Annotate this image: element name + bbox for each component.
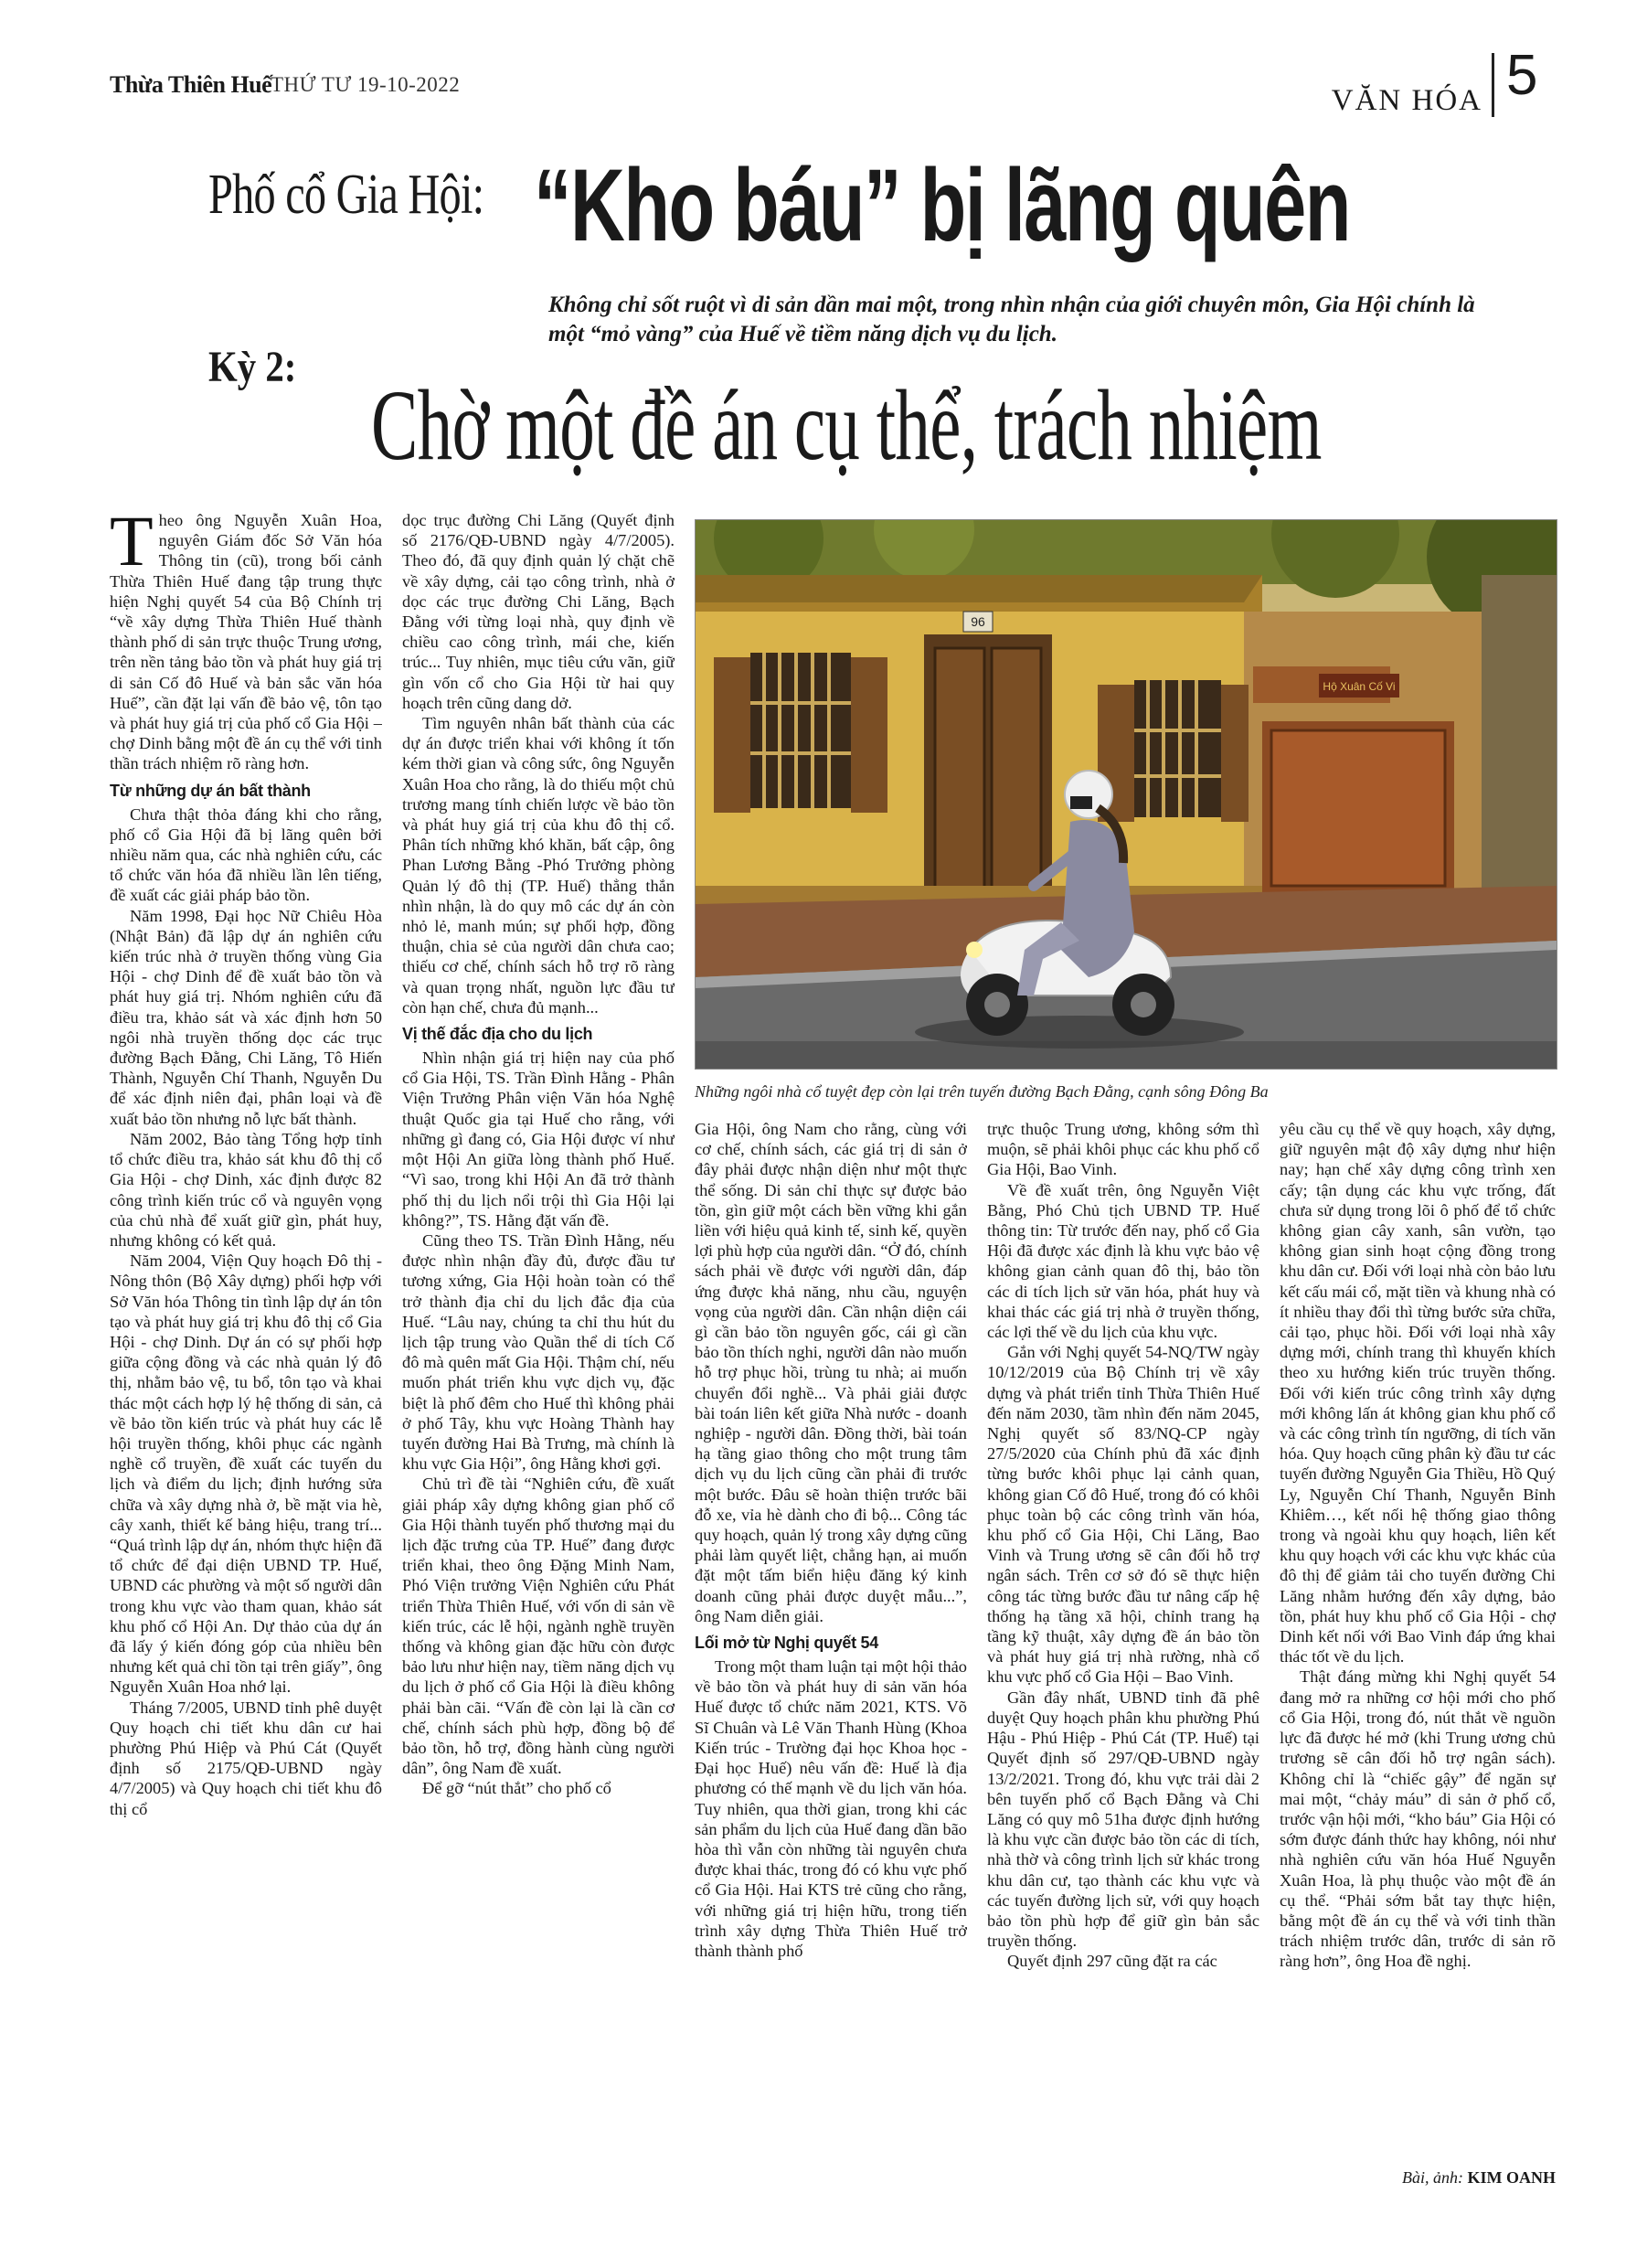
house-number: 96 <box>971 614 985 629</box>
section-name: VĂN HÓA <box>1331 84 1482 117</box>
paragraph: Năm 1998, Đại học Nữ Chiêu Hòa (Nhật Bản) đã lập dự án nghiên cứu kiến trúc nhà ở truyền thống vùng Gia Hội - chợ Dinh để đề xuất bảo tồn và phát huy giá trị. Nhóm nghiên cứu đã điều tra, khảo sát và xác định hơn 50 ngôi nhà truyền thống dọc các trục đường Bạch Đằng, Chi Lăng, Tô Hiến Thành, Nguyễn Chí Thanh, Nguyễn Du để xác định niên đại, phân loại và đề xuất bảo tồn nhưng nỗ lực bất thành. <box>110 906 382 1128</box>
sub-headline: Chờ một đề án cụ thể, trách nhiệm <box>371 369 1322 481</box>
lead-text: heo ông Nguyễn Xuân Hoa, nguyên Giám đốc Sở Văn hóa Thông tin (cũ), trong bối cảnh Thừa Thiên Huế đang tập trung thực hiện Nghị quyết 54 của Bộ Chính trị “về xây dựng Thừa Thiên Huế thành thành phố di sản trực thuộc Trung ương, trên nền tảng bảo tồn và phát huy giá trị di sản Cố đô Huế và bản sắc văn hóa Huế”, cần đặt lại vấn đề bảo vệ, tôn tạo và phát huy giá trị của phố cổ Gia Hội – chợ Dinh bằng một đề án cụ thể với tinh thần trách nhiệm rõ ràng hơn. <box>110 511 382 773</box>
paragraph: Nhìn nhận giá trị hiện nay của phố cổ Gia Hội, TS. Trần Đình Hằng - Phân Viện Trưởng Phân viện Văn hóa Nghệ thuật Quốc gia tại Huế cho rằng, với những gì đang có, Gia Hội được ví như một Hội An giữa lòng thành phố Huế. “Vì sao, trong khi Hội An đã trở thành phố thị du lịch nổi trội thì Gia Hội lại không?”, TS. Hằng đặt vấn đề. <box>402 1049 675 1230</box>
subheading: Lối mở từ Nghị quyết 54 <box>695 1634 878 1653</box>
drop-cap: T <box>110 510 154 580</box>
newspaper-name: Thừa Thiên Huế <box>110 71 272 98</box>
article-column-1 <box>110 510 382 2194</box>
byline-author: KIM OANH <box>1467 2168 1556 2187</box>
subheading: Vị thế đắc địa cho du lịch <box>402 1025 593 1044</box>
article-column-2 <box>402 510 675 2194</box>
paragraph: Tìm nguyên nhân bất thành của các dự án được triển khai với không ít tốn kém thời gian và công sức, ông Nguyễn Xuân Hoa cho rằng, là do thiếu một chủ trương mang tính chiến lược về bảo tồn và phát huy giá trị của khu đô thị cổ. Phân tích những khó khăn, bất cập, ông Phan Lương Bằng -Phó Trưởng phòng Quản lý đô thị (TP. Huế) thẳng thắn nhìn nhận, là do quy mô các dự án còn nhỏ lẻ, manh mún; sự phối hợp, đồng thuận, chia sẻ của người dân chưa cao; thiếu cơ chế, chính sách hỗ trợ rõ ràng và quan trọng nhất, nguồn lực đầu tư còn hạn chế, chưa đủ mạnh... <box>402 714 675 1017</box>
article-photo <box>695 519 1557 1070</box>
paragraph: Về đề xuất trên, ông Nguyễn Việt Bằng, Phó Chủ tịch UBND TP. Huế thông tin: Từ trước đến nay, phố cổ Gia Hội đã được xác định là khu vực bảo vệ không gian cảnh quan đô thị, bảo tồn các di tích lịch sử văn hóa, phát huy và khai thác các giá trị nhà ở truyền thống, các lợi thế về du lịch của khu vực. <box>987 1180 1259 1342</box>
paragraph: Chủ trì đề tài “Nghiên cứu, đề xuất giải pháp xây dựng không gian phố cổ Gia Hội thành tuyến phố thương mại du lịch đặc trưng của TP. Huế” đang được triển khai, theo ông Đặng Minh Nam, Phó Viện trưởng Viện Nghiên cứu Phát triển Thừa Thiên Huế, với vốn di sản về kiến trúc, các lễ hội, ngành nghề truyền thống và không gian đặc hữu còn được bảo lưu như hiện nay, tiềm năng dịch vụ du lịch ở phố cổ Gia Hội là điều không phải bàn cãi. “Vấn đề còn lại là cần cơ chế, chính sách phù hợp, đồng bộ để bảo tồn, hỗ trợ, đồng hành cùng người dân”, ông Nam đề xuất. <box>402 1475 675 1778</box>
paragraph: Năm 2004, Viện Quy hoạch Đô thị - Nông thôn (Bộ Xây dựng) phối hợp với Sở Văn hóa Thông tin tình lập dự án tôn tạo và phát huy giá trị khu đô thị cổ Gia Hội - chợ Dinh. Dự án có sự phối hợp giữa cộng đồng và các nhà quản lý đô thị, nhằm bảo vệ, tu bổ, tôn tạo và khai thác một cách hợp lý hệ thống di sản, cả về bảo tồn kiến trúc và phát huy các lễ hội truyền thống, khôi phục các ngành nghề cổ truyền, đề xuất các tuyến du lịch và điểm du lịch; định hướng sửa chữa và xây dựng nhà ở, bề mặt via hè, cây xanh, thiết kế bảng hiệu, trang trí... “Quá trình lập dự án, nhóm thực hiện đã tổ chức để đại diện UBND TP. Huế, UBND các phường và một số người dân trong khu vực vào tham quan, khảo sát khu phố cổ Hội An. Dự thảo của dự án đã lấy ý kiến đóng góp của nhiều bên nhưng kết quả chỉ tồn tại trên giấy”, ông Nguyễn Xuân Hoa nhớ lại. <box>110 1251 382 1697</box>
article-column-5 <box>1280 1119 1556 2161</box>
masthead-divider <box>1492 53 1494 117</box>
page-number: 5 <box>1506 44 1538 107</box>
lead-paragraph <box>110 510 382 774</box>
paragraph: Để gỡ “nút thắt” cho phố cổ <box>422 1779 611 1798</box>
paragraph: Năm 2002, Bảo tàng Tổng hợp tỉnh tổ chức điều tra, khảo sát khu đô thị cổ Gia Hội - chợ Dinh, xác định được 82 công trình kiến trúc cổ và nguyên vọng của chủ nhà để xuất giữ gìn, phát huy, nhưng không có kết quả. <box>110 1129 382 1250</box>
byline-label: Bài, ảnh: <box>1402 2168 1463 2187</box>
paragraph: trực thuộc Trung ương, không sớm thì muộn, sẽ phải khôi phục các khu phố cổ Gia Hội, Bao Vinh. <box>987 1120 1259 1179</box>
paragraph: Quyết định 297 cũng đặt ra các <box>1007 1952 1217 1971</box>
subheading: Từ những dự án bất thành <box>110 781 311 800</box>
paragraph: Cũng theo TS. Trần Đình Hằng, nếu được nhìn nhận đầy đủ, được đầu tư tương xứng, Gia Hội hoàn toàn có thể trở thành địa chỉ du lịch đắc địa của Huế. “Lâu nay, chúng ta chỉ thu hút du lịch tập trung vào Quần thể di tích Cố đô mà quên mất Gia Hội. Thậm chí, nếu muốn phát triển khu vực dịch vụ, đặc biệt là phố đêm cho Huế thì không phải ở phố Tây, khu vực Hoàng Thành hay tuyến đường Hai Bà Trưng, mà chính là khu vực Gia Hội”, ông Hằng khơi gợi. <box>402 1230 675 1474</box>
headline-deck: Không chỉ sốt ruột vì di sản dần mai một, trong nhìn nhận của giới chuyên môn, Gia Hội chính là một “mỏ vàng” của Huế về tiềm năng dịch vụ du lịch. <box>548 293 1475 346</box>
paragraph: yêu cầu cụ thể về quy hoạch, xây dựng, giữ nguyên mật độ xây dựng như hiện nay; hạn chế xây dựng công trình xen cấy; tận dụng các khu vực trống, đất chưa sử dụng trong lõi ô phố để tổ chức không gian cây xanh, sân vườn, tạo không gian sinh hoạt cộng đồng trong khu dân cư. Đối với loại nhà còn bảo lưu kết cấu mái cổ, mặt tiền và khung nhà có ít nhiều thay đổi thì từng bước sửa chữa, cải tạo, phục hồi. Đối với loại nhà xây dựng mới, chính trang thì khuyến khích theo xu hướng kiến trúc truyền thống. Đối với kiến trúc công trình xây dựng mới không lấn át không gian khu phố cổ và các công trình tín ngưỡng, di tích văn hóa. Quy hoạch cũng phân kỳ đầu tư các tuyến đường Nguyễn Gia Thiều, Hồ Quý Ly, Nguyễn Chí Thanh, Nguyễn Bỉnh Khiêm…, kết nối hệ thống giao thông trong và ngoài khu quy hoạch, liên kết khu quy hoạch với các khu vực khác của đô thị để giảm tải cho tuyến đường Chi Lăng nhằm hướng đến xây dựng, bảo tồn, phát huy khu phố cổ Gia Hội - chợ Dinh kết nối với Bao Vinh đáp ứng khai thác tốt về du lịch. <box>1280 1120 1556 1666</box>
article-column-3 <box>695 1119 967 2194</box>
article-column-4 <box>987 1119 1259 2194</box>
paragraph: Gần đây nhất, UBND tỉnh đã phê duyệt Quy hoạch phân khu phường Phú Hậu - Phú Hiệp - Phú Cát (TP. Huế) tại Quyết định số 297/QĐ-UBND ngày 13/2/2021. Trong đó, khu vực trải dài 2 bên tuyến phố cổ Bạch Đằng và Chi Lăng có quy mô 51ha được định hướng là khu vực cần được bảo tồn các di tích, nhà thờ và công trình lịch sử khác trong khu dân cư, tạo thành các khu vực và các tuyến đường lịch sử, với quy hoạch bảo tồn phù hợp để giữ gìn bản sắc truyền thống. <box>987 1688 1259 1951</box>
paragraph: Chưa thật thỏa đáng khi cho rằng, phố cổ Gia Hội đã bị lãng quên bởi nhiều năm qua, các nhà nghiên cứu, các tổ chức văn hóa đã nhiều lần lên tiếng, đề xuất các giải pháp bảo tồn. <box>110 804 382 905</box>
paragraph: dọc trục đường Chi Lăng (Quyết định số 2176/QĐ-UBND ngày 4/7/2005). Theo đó, đã quy định quản lý chặt chẽ về xây dựng, cải tạo công trình, nhà ở dọc các trục đường Chi Lăng, Bạch Đằng với từng loại nhà, quy định về chiều cao công trình, mái che, kiến trúc... Tuy nhiên, mục tiêu cứu vãn, giữ gìn vốn cổ cho Gia Hội từ hai quy hoạch trên cũng dang dở. <box>402 511 675 712</box>
series-part-label: Kỳ 2: <box>208 343 297 391</box>
photo-caption: Những ngôi nhà cổ tuyệt đẹp còn lại trên tuyến đường Bạch Đằng, cạnh sông Đông Ba <box>695 1082 1269 1101</box>
paragraph: Tháng 7/2005, UBND tỉnh phê duyệt Quy hoạch chi tiết khu dân cư hai phường Phú Hiệp và Phú Cát (Quyết định số 2175/QĐ-UBND ngày 4/7/2005) và Quy hoạch chi tiết khu đô thị cổ <box>110 1698 382 1818</box>
headline-kicker: Phố cổ Gia Hội: <box>208 164 484 226</box>
paragraph: Gia Hội, ông Nam cho rằng, cùng với cơ chế, chính sách, các giá trị di sản ở đây phải được nhận diện như một thực thể sống. Di sản chỉ thực sự được bảo tồn, gìn giữ một cách bền vững khi gắn liền với hiệu quả kinh tế, sinh kế, quyền lợi phù hợp của người dân. “Ở đó, chính sách phải về được với người dân, đáp ứng được khả năng, nhu cầu, nguyện vọng của người dân. Cần nhận diện cái gì cần bảo tồn nguyên gốc, cái gì cần bảo tồn thích nghi, người dân nào muốn hỗ trợ phục hồi, trùng tu nhà; ai muốn chuyển đổi nghề... Và phải giải được bài toán liên kết giữa Nhà nước - doanh nghiệp - người dân. Đồng thời, bài toán hạ tầng giao thông cho một trung tâm dịch vụ du lịch cũng cần phải đi trước một bước. Đâu sẽ hoàn thiện trước bãi đỗ xe, vỉa hè dành cho đi bộ... Công tác quy hoạch, quản lý trong xây dựng cũng phải làm quyết liệt, chẳng hạn, ai muốn đặt một tấm biển hiệu đăng ký kinh doanh cũng phải được duyệt mẫu...”, ông Nam diễn giải. <box>695 1120 967 1625</box>
byline <box>1280 2168 1556 2188</box>
main-headline: “Kho báu” bị lãng quên <box>534 148 1350 262</box>
paragraph: Thật đáng mừng khi Nghị quyết 54 đang mở ra những cơ hội mới cho phố cổ Gia Hội, trong đó, nút thắt về nguồn lực đã được hé mở (khi Trung ương chủ trương sẽ cân đối hỗ trợ ngân sách). Không chỉ là “chiếc gậy” để ngăn sự mai một, “chảy máu” di sản ở phố cổ, trước vận hội mới, “kho báu” Gia Hội có sớm được đánh thức hay không, nói như nhà nghiên cứu văn hóa Huế Nguyễn Xuân Hoa, là phụ thuộc vào một đề án cụ thể. “Phải sớm bắt tay thực hiện, bằng một đề án cụ thể và với tinh thần trách nhiệm trước dân, trước di sản rõ ràng hơn”, ông Hoa đề nghị. <box>1280 1667 1556 1971</box>
issue-date: THỨ TƯ 19-10-2022 <box>271 73 461 96</box>
paragraph: Gắn với Nghị quyết 54-NQ/TW ngày 10/12/2019 của Bộ Chính trị về xây dựng và phát triển tỉnh Thừa Thiên Huế đến năm 2030, tầm nhìn đến năm 2045, Nghị quyết số 83/NQ-CP ngày 27/5/2020 của Chính phủ đã xác định từng bước khôi phục lại cảnh quan, không gian Cố đô Huế, trong đó có khôi phục toàn bộ các công trình văn hóa, khu phố cổ Gia Hội, Chi Lăng, Bao Vinh và Trung ương sẽ cân đối hỗ trợ ngân sách. Trên cơ sở đó sẽ thực hiện công tác từng bước đầu tư nâng cấp hệ thống hạ tầng xã hội, chỉnh trang hạ tầng kỹ thuật, xây dựng đề án bảo tồn và phát huy giá trị nhà rường, nhà cổ khu vực phố cổ Gia Hội – Bao Vinh. <box>987 1343 1259 1687</box>
paragraph: Trong một tham luận tại một hội thảo về bảo tồn và phát huy di sản văn hóa Huế được tổ chức năm 2021, KTS. Võ Sĩ Chuân và Lê Văn Thanh Hùng (Khoa Kiến trúc - Trường đại học Khoa học - Đại học Huế) nêu vấn đề: Huế là địa phương có thế mạnh về du lịch văn hóa. Tuy nhiên, qua thời gian, trong khi các sản phẩm du lịch của Huế đang dần bão hòa thì vẫn còn những tài nguyên chưa được khai thác, trong đó có khu vực phố cổ Gia Hội. Hai KTS trẻ cũng cho rằng, với những giá trị hiện hữu, trong tiến trình xây dựng Thừa Thiên Huế trở thành thành phố <box>695 1657 967 1960</box>
shop-sign-text: Hộ Xuân Cố Vi <box>1323 680 1396 693</box>
